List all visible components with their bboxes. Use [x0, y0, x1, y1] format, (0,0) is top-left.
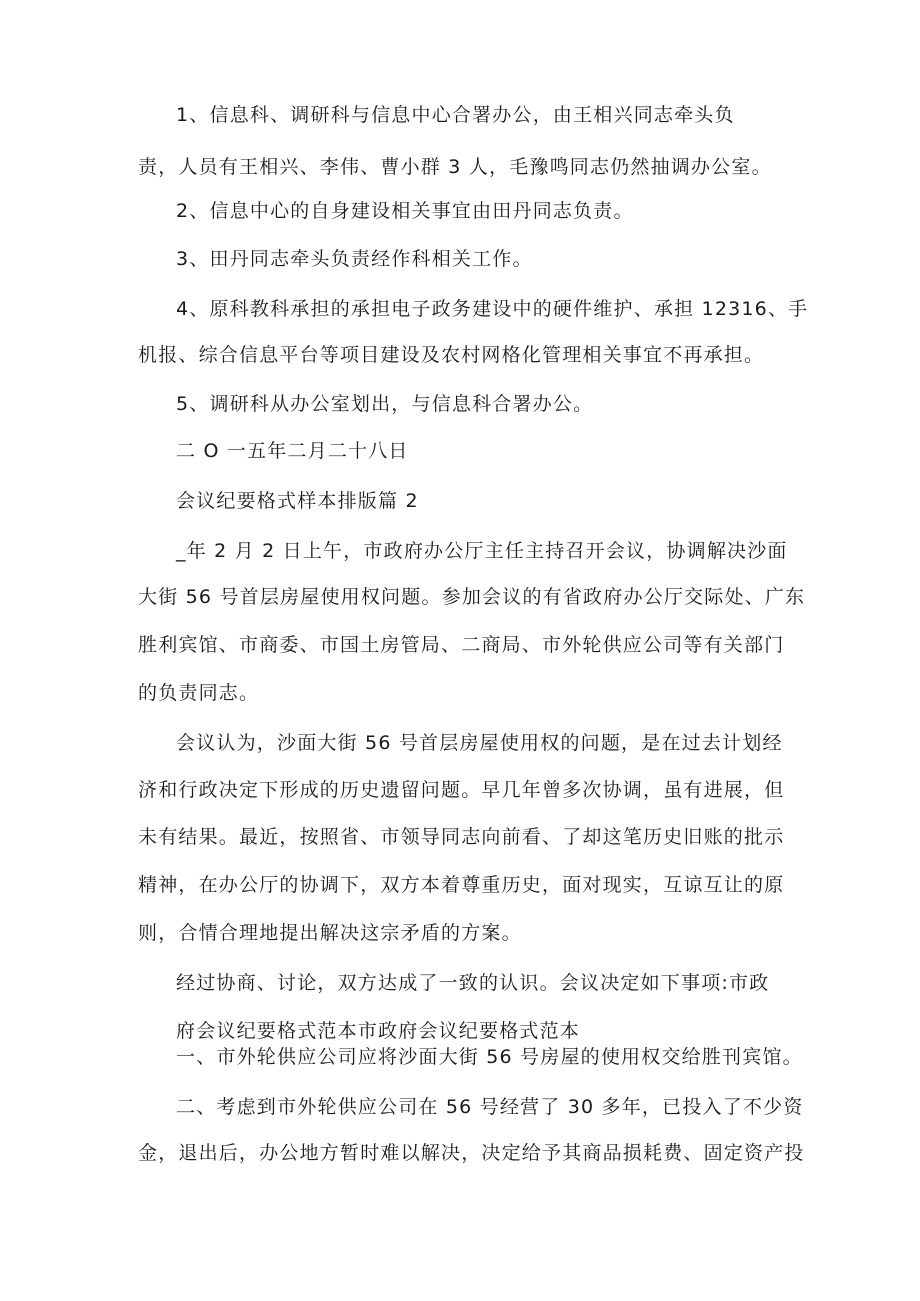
text-line-20: 府会议纪要格式范本市政府会议纪要格式范本	[176, 1020, 581, 1042]
text-line-3: 2、信息中心的自身建设相关事宜由田丹同志负责。	[176, 200, 634, 222]
text-line-21: 一、市外轮供应公司应将沙面大街 56 号房屋的使用权交给胜刊宾馆。	[176, 1046, 803, 1068]
text-line-16: 未有结果。最近，按照省、市领导同志向前看、了却这笔历史旧账的批示	[138, 826, 785, 848]
text-line-17: 精神，在办公厅的协调下，双方本着尊重历史，面对现实，互谅互让的原	[138, 874, 785, 896]
text-line-10: _年 2 月 2 日上午，市政府办公厅主任主持召开会议，协调解决沙面	[176, 540, 788, 562]
text-line-23: 金，退出后，办公地方暂时难以解决，决定给予其商品损耗费、固定资产投	[138, 1142, 805, 1164]
text-line-22: 二、考虑到市外轮供应公司在 56 号经营了 30 多年，已投入了不少资	[176, 1096, 804, 1118]
text-line-1: 1、信息科、调研科与信息中心合署办公，由王相兴同志牵头负	[176, 104, 735, 126]
text-line-13: 的负责同志。	[138, 682, 260, 704]
text-line-12: 胜利宾馆、市商委、市国土房管局、二商局、市外轮供应公司等有关部门	[138, 634, 785, 656]
text-line-11: 大街 56 号首层房屋使用权问题。参加会议的有省政府办公厅交际处、广东	[138, 586, 806, 608]
text-line-4: 3、田丹同志牵头负责经作科相关工作。	[176, 248, 533, 270]
text-line-18: 则，合情合理地提出解决这宗矛盾的方案。	[138, 922, 522, 944]
text-line-14: 会议认为，沙面大街 56 号首层房屋使用权的问题，是在过去计划经	[176, 732, 783, 754]
text-line-19: 经过协商、讨论，双方达成了一致的认识。会议决定如下事项:市政	[176, 972, 770, 994]
text-line-5: 4、原科教科承担的承担电子政务建设中的硬件维护、承担 12316、手	[176, 298, 809, 320]
text-line-2: 责，人员有王相兴、李伟、曹小群 3 人，毛豫鸣同志仍然抽调办公室。	[138, 156, 772, 178]
section-heading: 会议纪要格式样本排版篇 2	[176, 490, 419, 512]
text-line-15: 济和行政决定下形成的历史遗留问题。早几年曾多次协调，虽有进展，但	[138, 779, 785, 801]
text-line-6: 机报、综合信息平台等项目建设及农村网格化管理相关事宜不再承担。	[138, 344, 765, 366]
text-line-7: 5、调研科从办公室划出，与信息科合署办公。	[176, 393, 594, 415]
date-line: 二 O 一五年二月二十八日	[176, 440, 409, 462]
